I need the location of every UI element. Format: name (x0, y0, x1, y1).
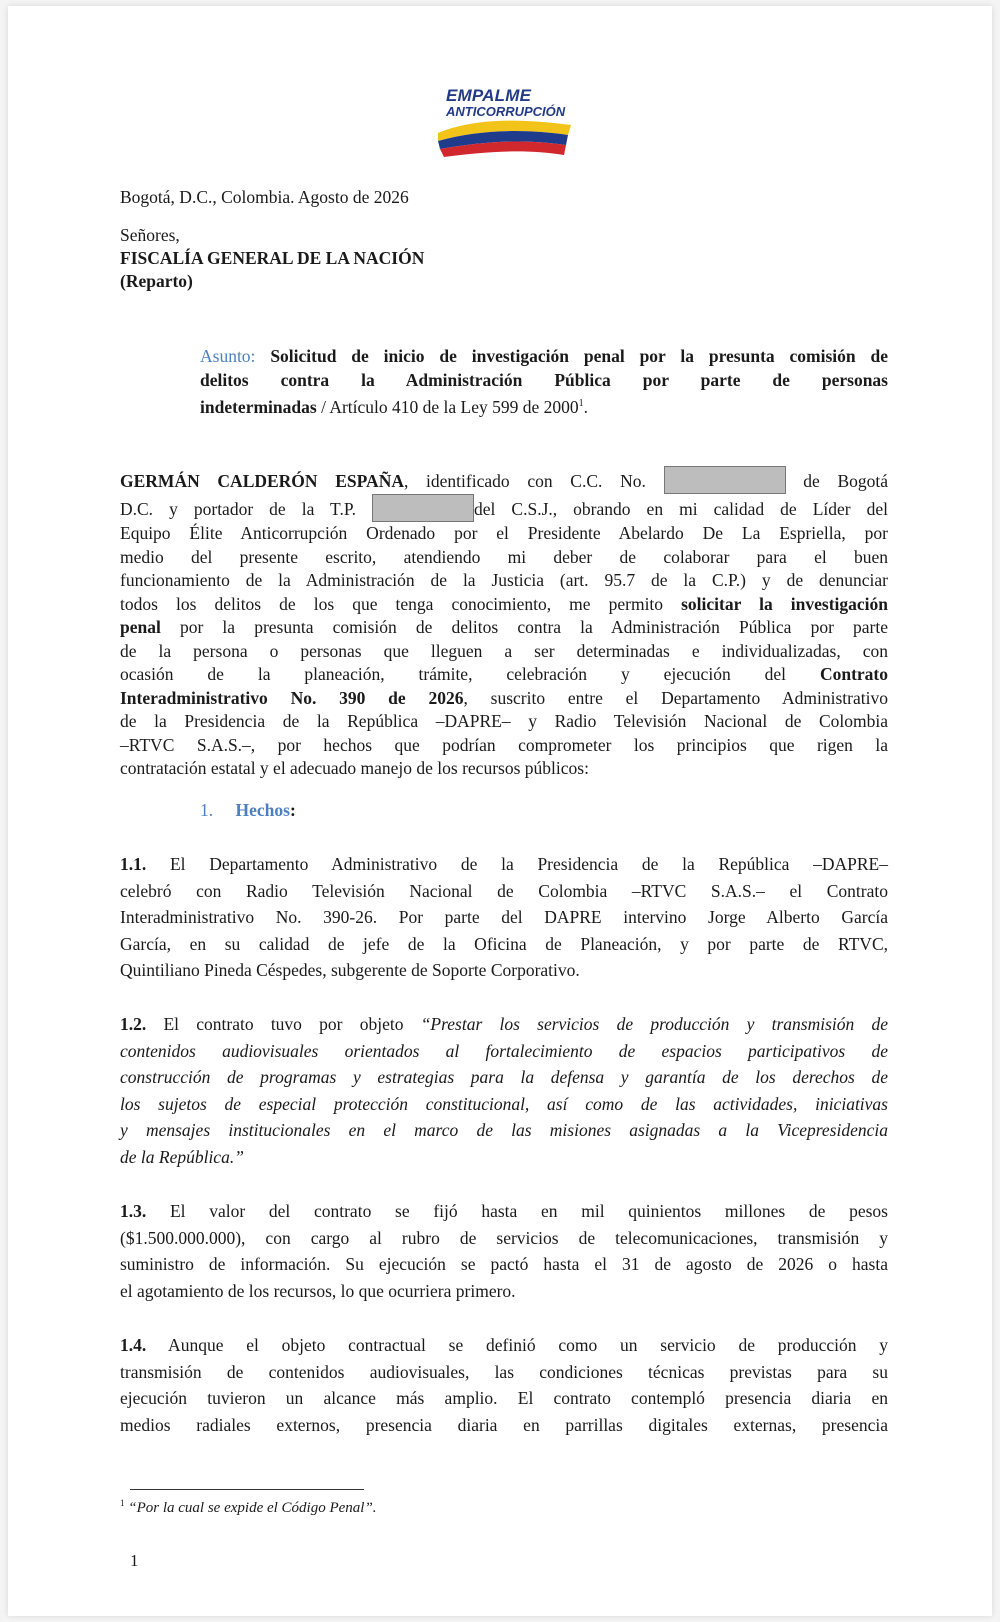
place-date: Bogotá, D.C., Colombia. Agosto de 2026 (120, 187, 409, 207)
flag-swoosh-icon (436, 119, 576, 159)
redacted-id (664, 466, 786, 494)
section-heading: 1. Hechos: (200, 800, 296, 820)
paragraph-1-1: 1.1. El Departamento Administrativo de la Presidencia de la República –DAPRE– celebró con Radio Televisión Nacional de Colombia –RTVC S.A.S.– el Contrato Interadministrativo No. 390-26. Por parte del DAPRE intervino Jorge Alberto García García, en su calidad de jefe de la Oficina de Planeación, y por parte de RTVC, Quintiliano Pineda Céspedes, subgerente de Soporte Corporativo. (120, 854, 888, 981)
asunto-block: Asunto: Solicitud de inicio de investigación penal por la presunta comisión de delitos contra la Administración Pública por parte de personas indeterminadas / Artículo 410 de la Ley 599 de 2000$^1$. (200, 346, 889, 417)
paragraph-1-2: 1.2. El contrato tuvo por objeto “Prestar los servicios de producción y transmisión de contenidos audiovisuales orientados al fortalecimiento de espacios participativos de construcción de programas y estrategias para la defensa y garantía de los derechos de los sujetos de especial protección constitucional, así como de las actividades, iniciativas y mensajes institucionales en el marco de las misiones asignadas a la Vicepresidencia de la República.” (120, 1014, 888, 1167)
logo-line2: ANTICORRUPCIÓN (446, 104, 566, 119)
redacted-tp (372, 494, 474, 522)
recipient-note: (Reparto) (120, 271, 193, 291)
empalme-anticorrupcion-logo (436, 64, 666, 164)
intro-paragraph: GERMÁN CALDERÓN ESPAÑA, identificado con C.C. No. de Bogotá D.C. y portador de la T.P. del C.S.J., obrando en mi calidad de Líder del Equipo Élite Anticorrupción Ordenado por el Presidente Abelardo De La Espriella, por medio del presente escrito, atendiendo mi deber de colaborar para el buen funcionamiento de la Administración de la Justicia (art. 95.7 de la C.P.) y de denunciar todos los delitos de los que tenga conocimiento, me permito solicitar la investigación penal por la presunta comisión de delitos contra la Administración Pública por parte de la persona o personas que lleguen a ser determinadas e individualizadas, con ocasión de la planeación, trámite, celebración y ejecución del Contrato Interadministrativo No. 390 de 2026, suscrito entre el Departamento Administrativo de la Presidencia de la República –DAPRE– y Radio Televisión Nacional de Colombia –RTVC S.A.S.–, por hechos que podrían comprometer los principios que rigen la contratación estatal y el adecuado manejo de los recursos públicos: (120, 466, 888, 781)
author-name: GERMÁN CALDERÓN ESPAÑA (120, 471, 404, 491)
footnote-separator (130, 1489, 364, 1490)
document-page (8, 6, 992, 1616)
paragraph-1-3: 1.3. El valor del contrato se fijó hasta en mil quinientos millones de pesos ($1.500.000.000), con cargo al rubro de servicios de telecomunicaciones, transmisión y suministro de información. Su ejecución se pactó hasta el 31 de agosto de 2026 o hasta el agotamiento de los recursos, lo que ocurriera primero. (120, 1201, 888, 1301)
salutation: Señores, (120, 225, 180, 245)
page-number: 1 (130, 1551, 139, 1570)
footnote: $^1$ “Por la cual se expide el Código Penal”. (120, 1498, 377, 1516)
paragraph-1-4: 1.4. Aunque el objeto contractual se definió como un servicio de producción y transmisión de contenidos audiovisuales, las condiciones técnicas previstas para su ejecución tuvieron un alcance más amplio. El contrato contempló presencia diaria en medios radiales externos, presencia diaria en parrillas digitales externas, presencia (120, 1335, 888, 1435)
logo-line1: EMPALME (446, 86, 532, 105)
asunto-label: Asunto: (200, 346, 256, 366)
recipient: FISCALÍA GENERAL DE LA NACIÓN (120, 248, 425, 268)
footnote-ref: 1 (578, 398, 584, 409)
